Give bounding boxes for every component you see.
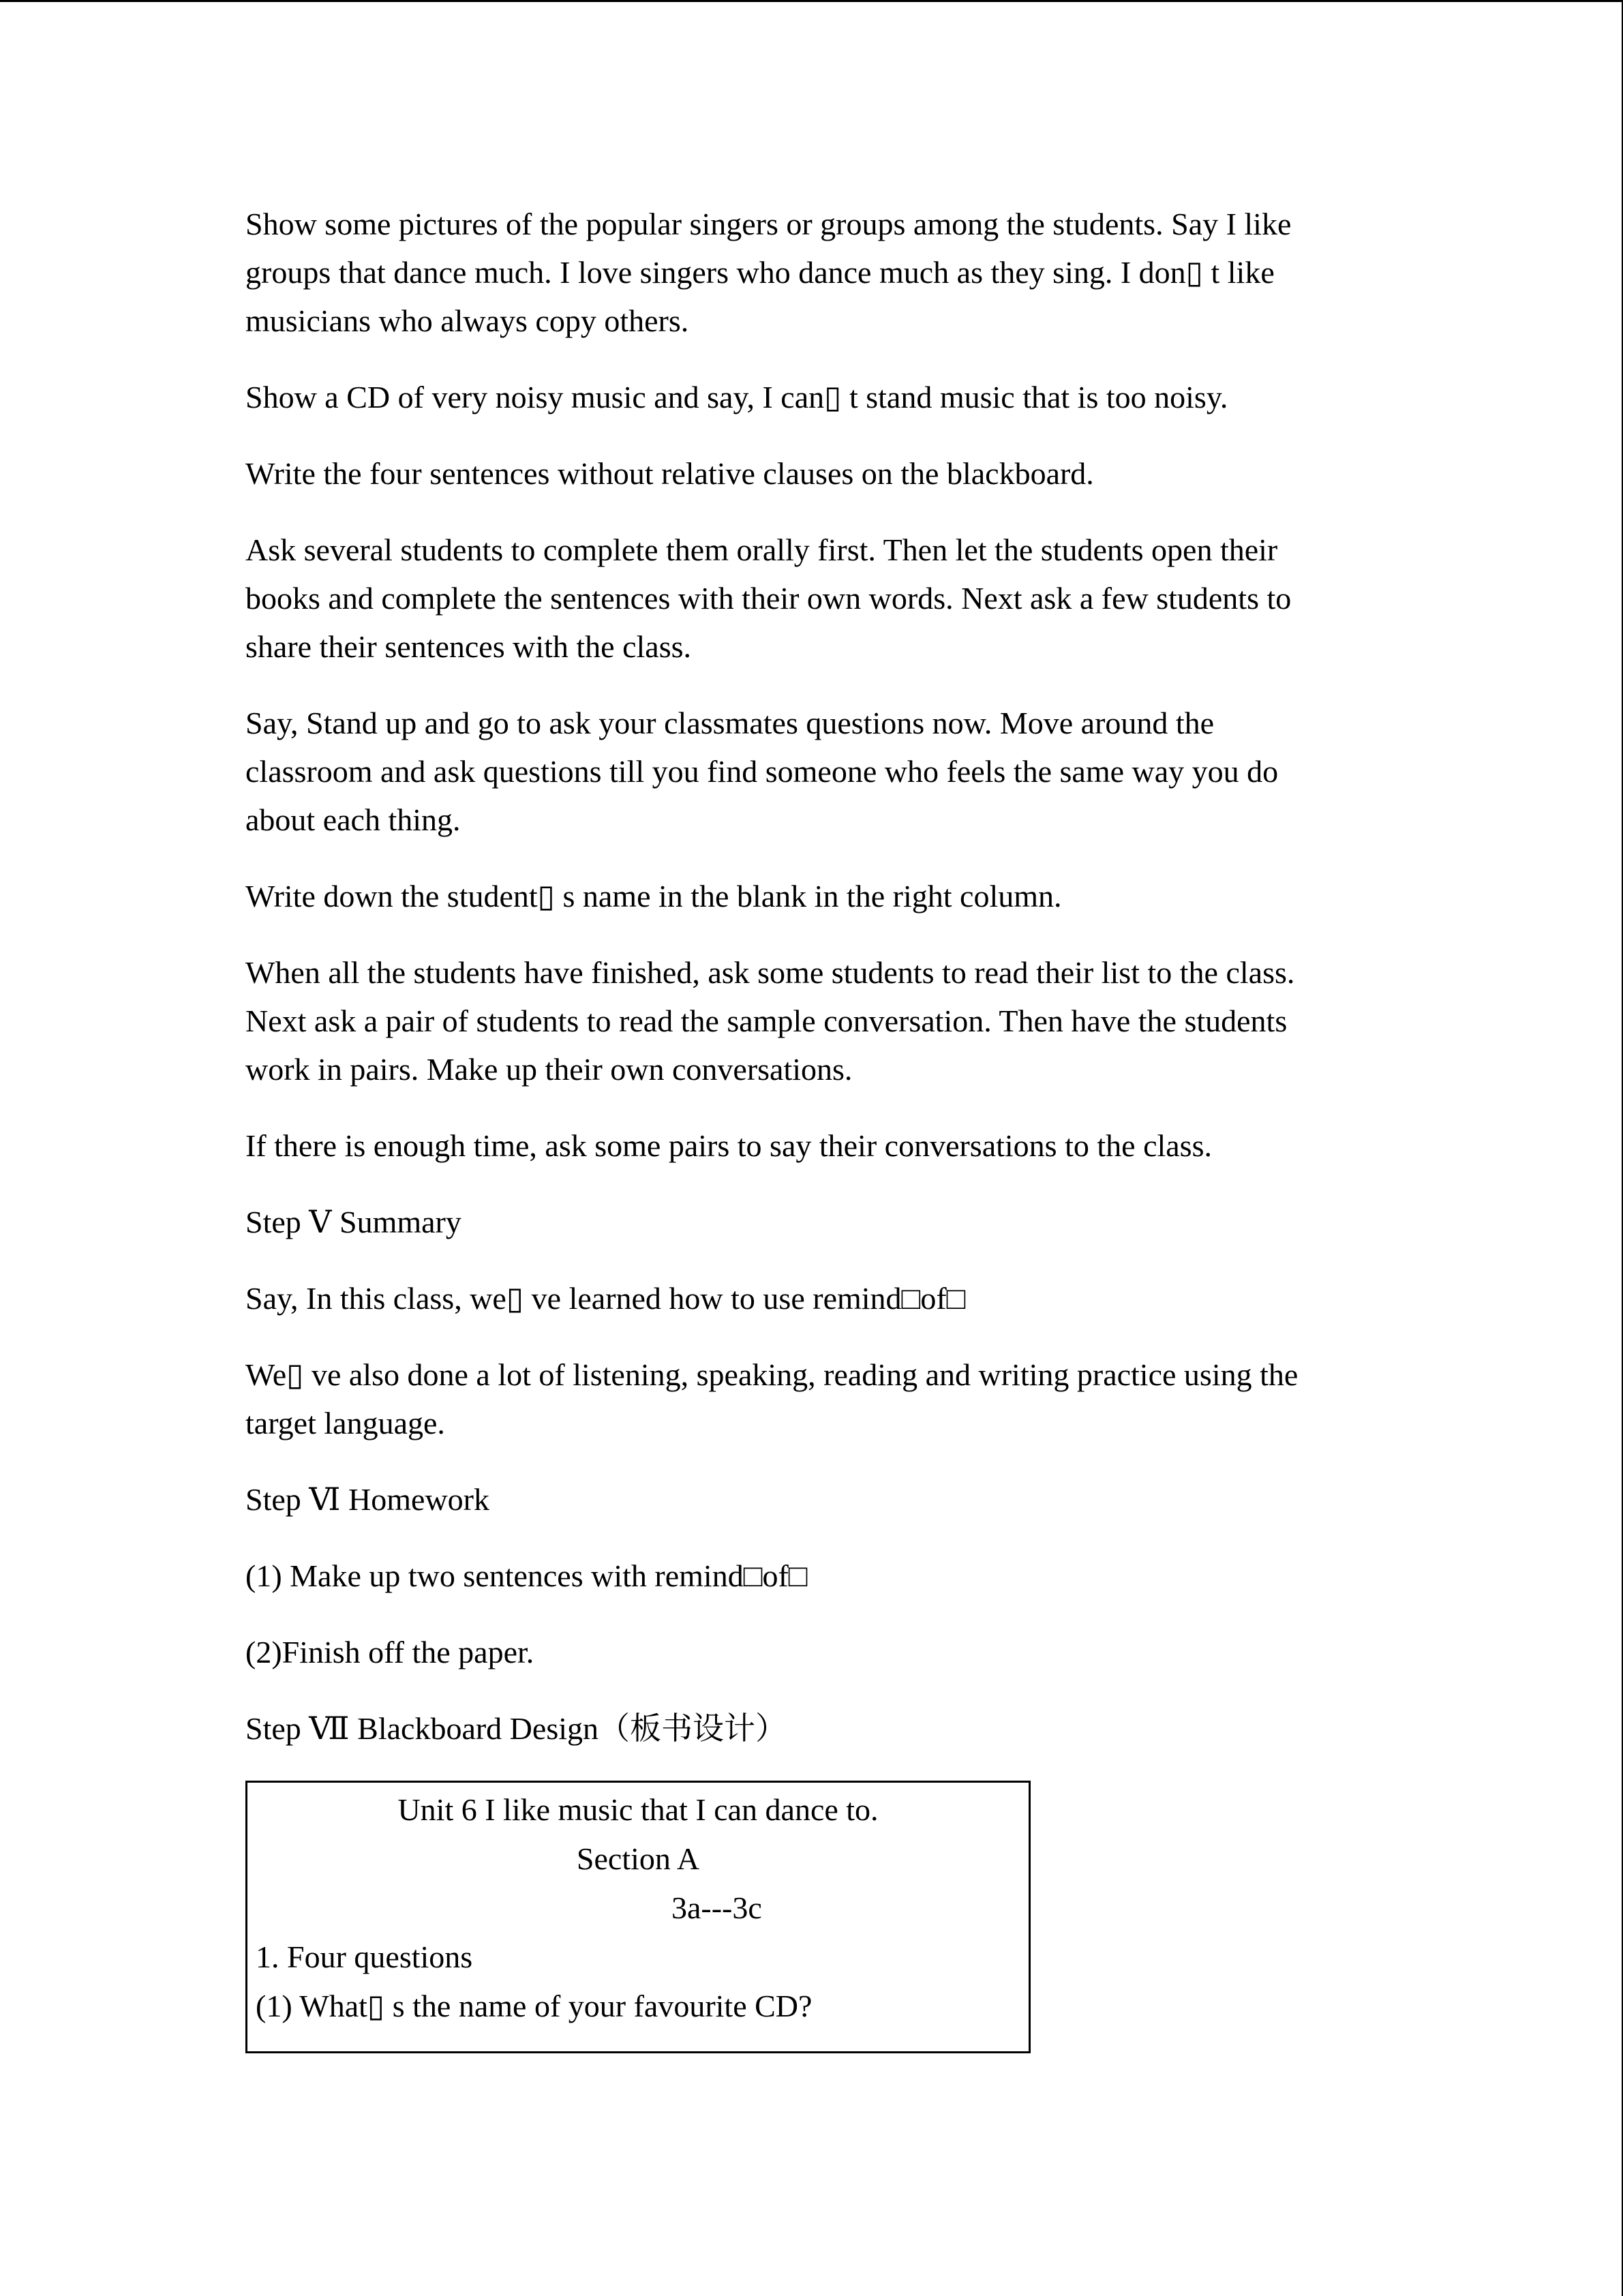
paragraph — [245, 1475, 1363, 1524]
paragraph — [245, 1552, 1363, 1600]
text-line: about each thing. — [245, 802, 461, 837]
blackboard-section: Section A — [576, 1841, 700, 1876]
paragraph — [245, 200, 1363, 345]
blackboard-design-box — [245, 1781, 1031, 2053]
text-line: Say, Stand up and go to ask your classmates questions now. Move around the — [245, 706, 1215, 740]
text-line: Step Ⅶ Blackboard Design（板书设计） — [245, 1711, 787, 1746]
paragraph — [245, 1121, 1363, 1170]
paragraph — [245, 1274, 1363, 1323]
paragraph — [245, 1628, 1363, 1676]
paragraph — [245, 449, 1363, 498]
paragraph — [245, 872, 1363, 920]
paragraph — [245, 1704, 1363, 1753]
blackboard-question-1: (1) What▯ s the name of your favourite CD? — [256, 1989, 813, 2023]
paragraph-list — [245, 200, 1363, 1753]
text-line: books and complete the sentences with their own words. Next ask a few students to — [245, 581, 1292, 616]
text-line: When all the students have finished, ask some students to read their list to the class. — [245, 955, 1295, 990]
paragraph — [245, 699, 1363, 844]
text-line: classroom and ask questions till you find someone who feels the same way you do — [245, 754, 1279, 789]
text-line: Show a CD of very noisy music and say, I can▯ t stand music that is too noisy. — [245, 380, 1228, 414]
paragraph — [245, 1198, 1363, 1246]
text-line: Write down the student▯ s name in the blank in the right column. — [245, 879, 1062, 913]
text-line: musicians who always copy others. — [245, 303, 689, 338]
document-body — [245, 200, 1363, 2053]
blackboard-title: Unit 6 I like music that I can dance to. — [397, 1792, 879, 1827]
text-line: (1) Make up two sentences with remind□of□ — [245, 1558, 808, 1593]
text-line: work in pairs. Make up their own conversations. — [245, 1052, 853, 1087]
paragraph — [245, 526, 1363, 671]
text-line: target language. — [245, 1406, 445, 1440]
text-line: Say, In this class, we▯ ve learned how to use remind□of□ — [245, 1281, 966, 1316]
paragraph — [245, 948, 1363, 1093]
text-line: groups that dance much. I love singers who dance much as they sing. I don▯ t like — [245, 255, 1275, 290]
blackboard-subsection: 3a---3c — [671, 1890, 762, 1925]
text-line: Show some pictures of the popular singers or groups among the students. Say I like — [245, 207, 1292, 241]
paragraph — [245, 1350, 1363, 1447]
text-line: (2)Finish off the paper. — [245, 1635, 534, 1670]
text-line: Step Ⅴ Summary — [245, 1205, 461, 1239]
text-line: share their sentences with the class. — [245, 629, 691, 664]
text-line: We▯ ve also done a lot of listening, speaking, reading and writing practice using the — [245, 1357, 1299, 1392]
blackboard-item-heading: 1. Four questions — [256, 1939, 473, 1974]
text-line: Next ask a pair of students to read the sample conversation. Then have the students — [245, 1003, 1288, 1038]
text-line: Ask several students to complete them orally first. Then let the students open their — [245, 532, 1278, 567]
text-line: Write the four sentences without relative clauses on the blackboard. — [245, 456, 1094, 491]
text-line: Step Ⅵ Homework — [245, 1482, 490, 1517]
paragraph — [245, 373, 1363, 421]
text-line: If there is enough time, ask some pairs to say their conversations to the class. — [245, 1128, 1212, 1163]
